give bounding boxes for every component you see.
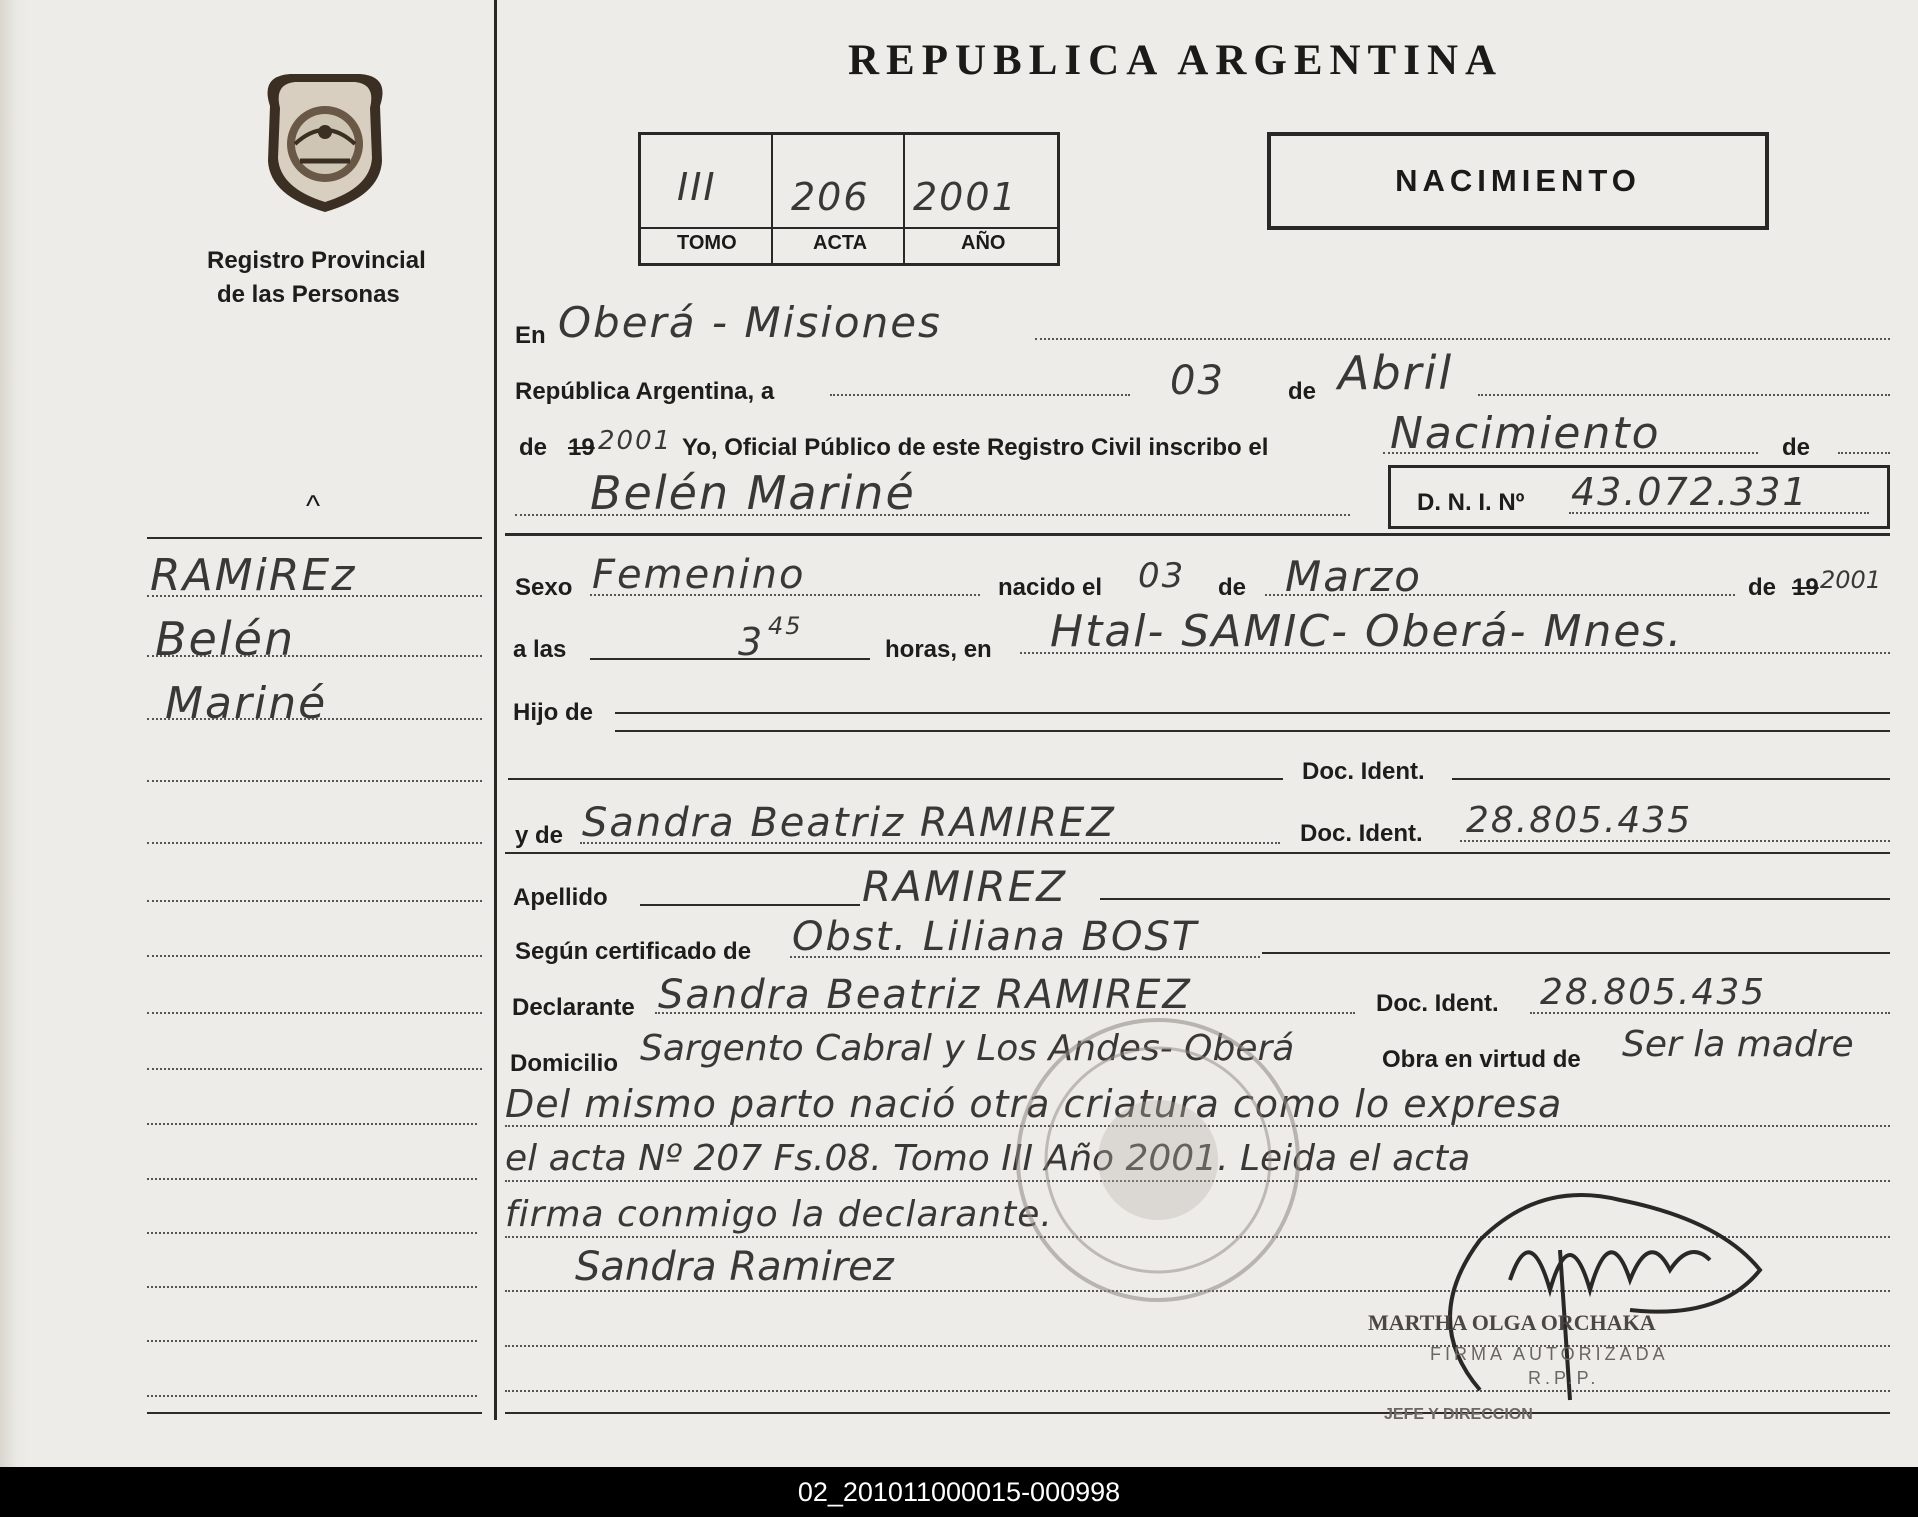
value-lugar-nac: Htal- SAMIC- Oberá- Mnes.: [1050, 606, 1684, 657]
label-de-anio: de: [519, 434, 548, 461]
record-box: [638, 132, 1060, 266]
registry-seal-icon: [1008, 1010, 1308, 1310]
label-nacido-el: nacido el: [998, 574, 1103, 601]
ano-value: 2001: [913, 175, 1018, 219]
margin-top-rule: [147, 537, 482, 539]
label-doc-ident-1: Doc. Ident.: [1302, 758, 1425, 785]
value-obra: Ser la madre: [1622, 1024, 1854, 1065]
label-sexo: Sexo: [515, 574, 573, 601]
note-line-1: Del mismo parto nació otra criatura como lo expresa: [505, 1082, 1563, 1126]
province-emblem-icon: [250, 66, 400, 216]
declarant-signature: Sandra Ramirez: [575, 1244, 894, 1290]
value-anio-inscripcion: 2001: [598, 426, 673, 456]
country-title: REPUBLICA ARGENTINA: [848, 37, 1504, 84]
label-obra: Obra en virtud de: [1382, 1046, 1581, 1073]
label-de-mes: de: [1288, 378, 1317, 405]
acta-value: 206: [791, 175, 870, 219]
label-de-nac-anio: de: [1748, 574, 1777, 601]
value-nombre: Belén Mariné: [590, 466, 916, 520]
value-domicilio: Sargento Cabral y Los Andes- Oberá: [640, 1028, 1295, 1069]
registry-title-line2: de las Personas: [217, 281, 400, 308]
label-yo-oficial: Yo, Oficial Público de este Registro Civil inscribo el: [682, 434, 1269, 461]
value-dni: 43.072.331: [1571, 470, 1809, 514]
value-madre: Sandra Beatriz RAMIREZ: [582, 800, 1116, 846]
tomo-label: TOMO: [677, 232, 737, 254]
official-office: R.P.P.: [1528, 1368, 1600, 1388]
margin-name2: Mariné: [165, 678, 328, 729]
value-apellido: RAMIREZ: [862, 862, 1068, 911]
label-a-las: a las: [513, 636, 567, 663]
value-mes: Abril: [1338, 346, 1454, 400]
value-hora: 3: [738, 620, 765, 664]
label-declarante: Declarante: [512, 994, 635, 1021]
value-nac-anio: 2001: [1820, 566, 1882, 594]
document-type-label: NACIMIENTO: [1395, 163, 1641, 198]
margin-surname: RAMiREz: [150, 550, 357, 601]
footer-id: 02_201011000015-000998: [0, 1467, 1918, 1517]
ano-label: AÑO: [961, 232, 1006, 254]
value-sexo: Femenino: [592, 552, 806, 598]
label-doc-ident-3: Doc. Ident.: [1376, 990, 1499, 1017]
value-nac-mes: Marzo: [1285, 552, 1422, 601]
value-declarante-doc: 28.805.435: [1540, 972, 1767, 1013]
column-divider: [494, 0, 497, 1420]
registry-title-line1: Registro Provincial: [207, 247, 426, 274]
label-hijo-de: Hijo de: [513, 699, 594, 726]
document-type-box: [1267, 132, 1769, 230]
label-y-de: y de: [515, 822, 564, 849]
section-rule-1: [505, 533, 1890, 536]
value-nac-dia: 03: [1138, 556, 1186, 596]
official-name: MARTHA OLGA ORCHAKA: [1368, 1310, 1656, 1335]
label-dni: D. N. I. Nº: [1417, 489, 1525, 516]
value-declarante: Sandra Beatriz RAMIREZ: [658, 972, 1192, 1018]
margin-name1: Belén: [155, 612, 296, 666]
value-lugar: Oberá - Misiones: [558, 298, 942, 347]
value-minutos: 45: [768, 612, 803, 640]
value-madre-doc: 28.805.435: [1466, 800, 1693, 841]
dni-box: [1388, 465, 1890, 529]
margin-bottom-rule: [147, 1412, 482, 1414]
label-segun: Según certificado de: [515, 938, 752, 965]
acta-label: ACTA: [813, 232, 868, 254]
note-line-2: el acta Nº 207 Fs.08. Tomo III Año 2001. Leida el acta: [505, 1138, 1471, 1179]
tomo-value: III: [677, 165, 717, 209]
note-line-3: firma conmigo la declarante.: [505, 1194, 1053, 1235]
label-de-end: de: [1782, 434, 1811, 461]
label-doc-ident-2: Doc. Ident.: [1300, 820, 1423, 847]
value-certificado: Obst. Liliana BOST: [792, 914, 1199, 960]
label-de-nac-mes: de: [1218, 574, 1247, 601]
official-extra: JEFE Y DIRECCION: [1384, 1406, 1533, 1423]
page-fold: [0, 0, 28, 1467]
label-strike-19: 19: [568, 434, 595, 461]
official-role: FIRMA AUTORIZADA: [1430, 1344, 1669, 1364]
label-republica: República Argentina, a: [515, 378, 775, 405]
caret-mark: ^: [306, 490, 321, 523]
official-signature-icon: [1420, 1160, 1780, 1420]
value-acto: Nacimiento: [1390, 408, 1661, 459]
label-horas-en: horas, en: [885, 636, 992, 663]
label-apellido: Apellido: [513, 884, 608, 911]
label-en: En: [515, 322, 546, 349]
label-domicilio: Domicilio: [510, 1050, 619, 1077]
label-strike-19b: 19: [1792, 574, 1819, 601]
value-dia: 03: [1170, 358, 1225, 404]
